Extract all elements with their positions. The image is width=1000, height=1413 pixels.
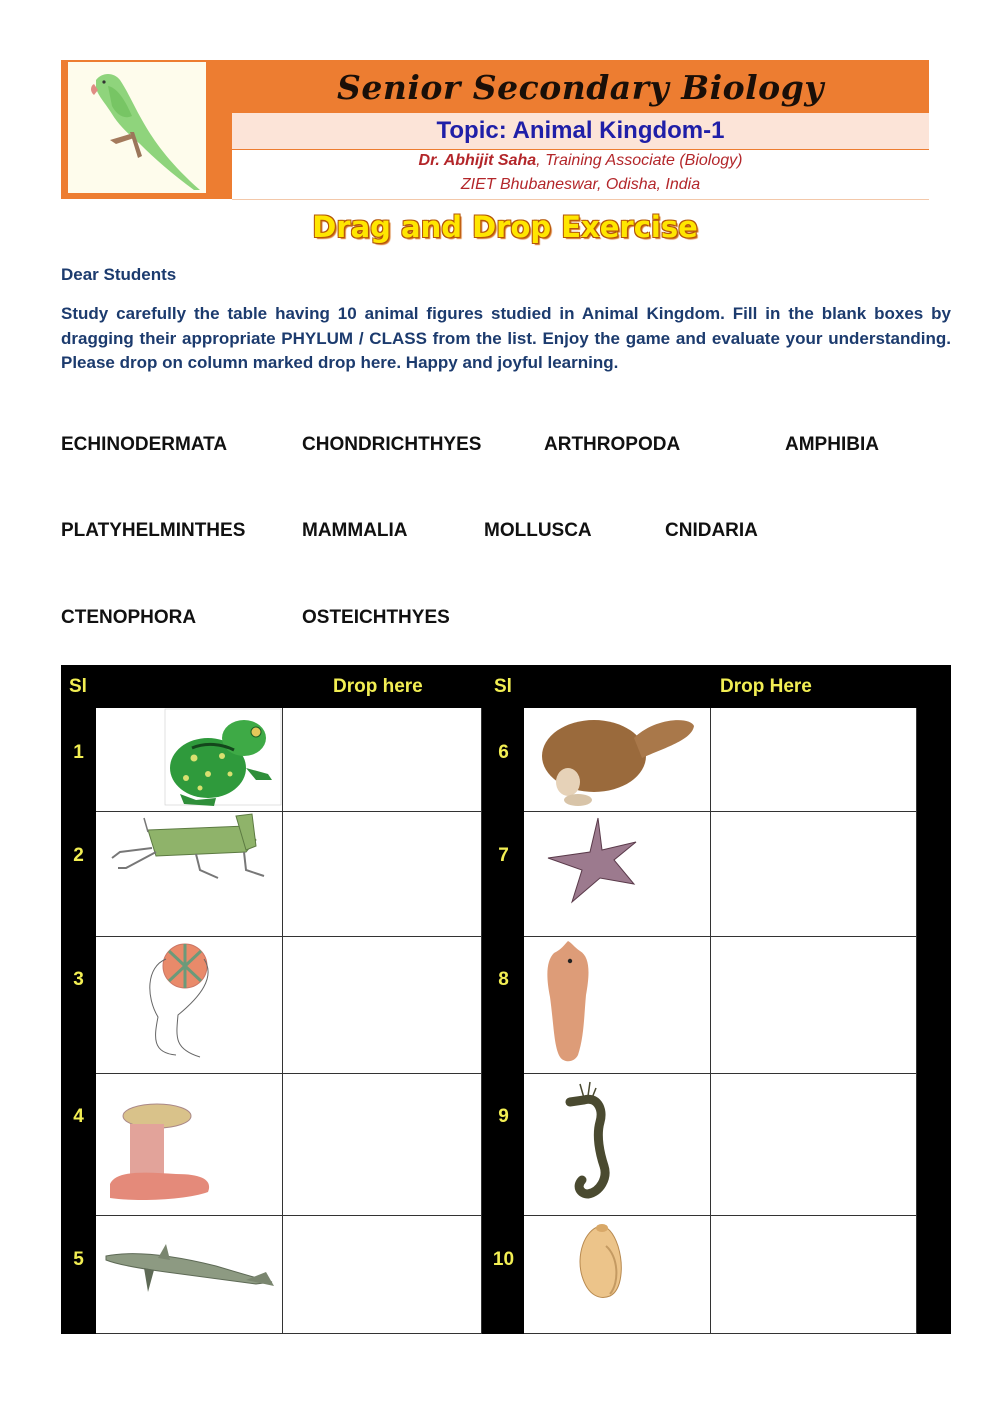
row-number: 8 — [498, 969, 509, 990]
row-number: 10 — [492, 1249, 515, 1270]
drag-term-platyhelminthes[interactable]: PLATYHELMINTHES — [61, 520, 246, 541]
animal-image-cell — [524, 708, 711, 812]
snail-shell-icon — [524, 1216, 711, 1334]
author-line — [232, 152, 929, 170]
starfish-icon — [524, 812, 711, 937]
animal-image-cell — [524, 1074, 711, 1216]
drag-term-arthropoda[interactable]: ARTHROPODA — [544, 434, 681, 455]
header-sl-right: Sl — [494, 675, 512, 697]
topic-title: Topic: Animal Kingdom-1 — [232, 113, 929, 149]
drop-zone-4[interactable] — [283, 1074, 482, 1216]
classification-table — [61, 665, 951, 1334]
animal-image-cell — [96, 708, 283, 812]
shark-icon — [96, 1216, 283, 1334]
greeting: Dear Students — [61, 265, 177, 284]
instructions: Study carefully the table having 10 animal figures studied in Animal Kingdom. Fill in the blank boxes by dragging their appropriate PHYLUM / CLASS from the list. Enjoy the game and evaluate your understanding. Please drop on column marked drop here. Happy and joyful learning. — [61, 304, 951, 372]
drag-term-echinodermata[interactable]: ECHINODERMATA — [61, 434, 228, 455]
row-number: 1 — [73, 742, 84, 763]
platypus-icon — [524, 708, 711, 812]
header-drop-right: Drop Here — [720, 675, 812, 697]
seahorse-icon — [524, 1074, 711, 1216]
banner-title: Senior Secondary Biology — [337, 67, 824, 107]
drag-term-cnidaria[interactable]: CNIDARIA — [665, 520, 758, 541]
header-sl-left: Sl — [69, 675, 87, 697]
drop-zone-9[interactable] — [711, 1074, 917, 1216]
drop-zone-7[interactable] — [711, 812, 917, 937]
drop-zone-1[interactable] — [283, 708, 482, 812]
row-number: 2 — [73, 845, 84, 866]
drag-term-mammalia[interactable]: MAMMALIA — [302, 520, 408, 541]
animal-image-cell — [524, 1216, 711, 1334]
drag-term-chondrichthyes[interactable]: CHONDRICHTHYES — [302, 434, 482, 455]
row-number: 6 — [498, 742, 509, 763]
row-number: 3 — [73, 969, 84, 990]
institution: ZIET Bhubaneswar, Odisha, India — [460, 176, 701, 193]
sea-anemone-icon — [96, 1074, 283, 1216]
drag-term-mollusca[interactable]: MOLLUSCA — [484, 520, 592, 541]
author-info — [232, 150, 929, 200]
drop-zone-2[interactable] — [283, 812, 482, 937]
row-number: 5 — [73, 1249, 84, 1270]
exercise-title: Drag and Drop Exercise — [312, 210, 698, 244]
author-name: Dr. Abhijit Saha — [418, 152, 537, 169]
grasshopper-icon — [96, 812, 283, 937]
drop-zone-5[interactable] — [283, 1216, 482, 1334]
planarian-icon — [524, 937, 711, 1074]
row-number: 4 — [73, 1106, 84, 1127]
drop-zone-3[interactable] — [283, 937, 482, 1074]
row-number: 7 — [498, 845, 509, 866]
animal-image-cell — [524, 937, 711, 1074]
header-drop-left: Drop here — [333, 675, 423, 697]
drop-zone-8[interactable] — [711, 937, 917, 1074]
drag-term-osteichthyes[interactable]: OSTEICHTHYES — [302, 607, 450, 628]
animal-image-cell — [96, 1216, 283, 1334]
drop-zone-6[interactable] — [711, 708, 917, 812]
author-role: , Training Associate (Biology) — [536, 152, 743, 169]
comb-jelly-icon — [96, 937, 283, 1074]
drop-zone-10[interactable] — [711, 1216, 917, 1334]
drag-term-ctenophora[interactable]: CTENOPHORA — [61, 607, 197, 628]
drag-term-amphibia[interactable]: AMPHIBIA — [785, 434, 879, 455]
animal-image-cell — [524, 812, 711, 937]
logo — [68, 62, 206, 193]
animal-image-cell — [96, 937, 283, 1074]
animal-image-cell — [96, 1074, 283, 1216]
frog-icon — [96, 708, 283, 812]
row-number: 9 — [498, 1106, 509, 1127]
parrot-icon — [68, 62, 206, 193]
animal-image-cell — [96, 812, 283, 937]
